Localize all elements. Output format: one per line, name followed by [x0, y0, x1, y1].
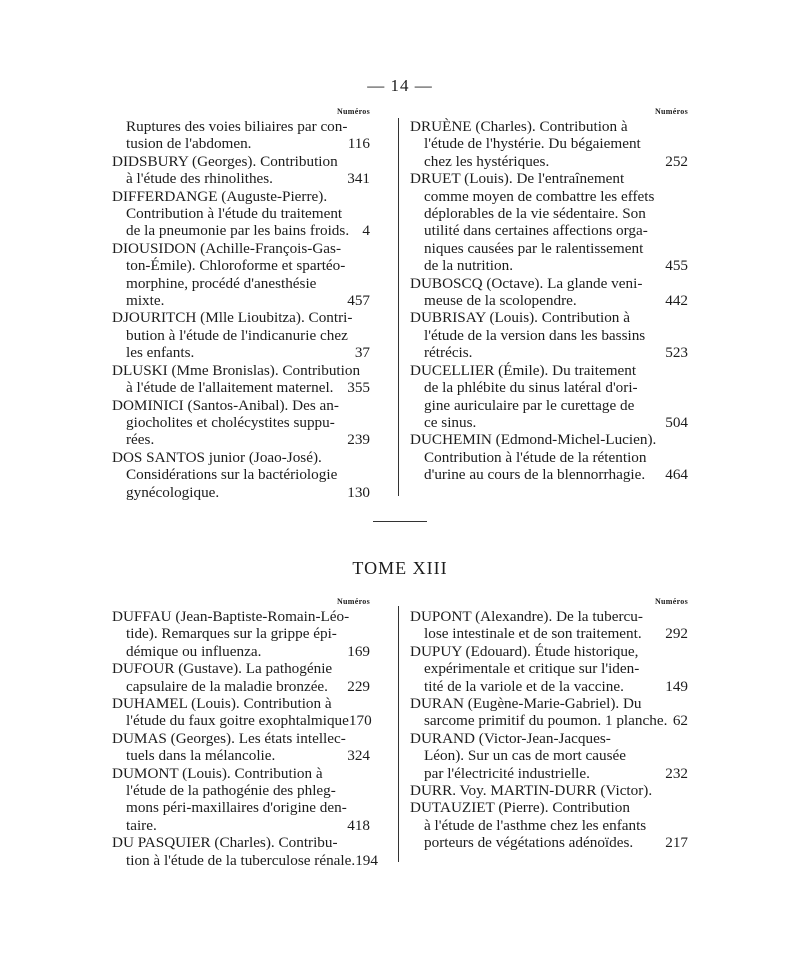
upper-right-column [410, 106, 688, 484]
entry-text: lose intestinale et de son traitement. [424, 625, 642, 643]
entry-line: DURAN (Eugène-Marie-Gabriel). Du [410, 695, 642, 713]
numeros-header: Numéros [654, 107, 688, 116]
entry-line [112, 817, 370, 834]
index-entry [112, 765, 370, 835]
entry-line [410, 782, 688, 799]
entry-line [112, 135, 370, 152]
entry-line [112, 431, 370, 448]
entry-line: DUTAUZIET (Pierre). Contribution [410, 799, 630, 817]
index-entry [112, 309, 370, 361]
entry-number: 239 [347, 431, 370, 449]
entry-line: bution à l'étude de l'indicanurie chez [126, 326, 348, 344]
index-entry [112, 608, 370, 660]
column-divider [398, 118, 399, 496]
entry-line: DJOURITCH (Mlle Lioubitza). Contri- [112, 309, 353, 327]
entry-line: DUFOUR (Gustave). La pathogénie [112, 660, 333, 678]
entry-text: d'urine au cours de la blennorrhagie. [424, 466, 646, 484]
entry-number: 170 [348, 712, 372, 730]
entry-number: 232 [665, 764, 688, 782]
index-entry [410, 695, 688, 730]
entry-line: DUMONT (Louis). Contribution à [112, 764, 323, 782]
index-entry [410, 309, 688, 361]
entry-text: de la nutrition. [424, 257, 513, 275]
entry-text: chez les hystériques. [424, 152, 550, 170]
entry-number: 217 [665, 834, 688, 852]
entry-line: Contribution à l'étude de la rétention [424, 448, 647, 466]
entry-number: 252 [665, 152, 688, 170]
entry-line: DUCELLIER (Émile). Du traitement [410, 361, 637, 379]
entry-line [410, 153, 688, 170]
index-entry [112, 362, 370, 397]
entry-line [112, 292, 370, 309]
entry-text: l'étude du faux goitre exophtalmique [126, 712, 349, 730]
entry-text: gynécologique. [126, 483, 220, 501]
entry-text: à l'étude des rhinolithes. [126, 170, 273, 188]
entry-number: 149 [665, 677, 688, 695]
entry-line: à l'étude de l'asthme chez les enfants [424, 816, 647, 834]
entry-number: 341 [347, 170, 370, 188]
entry-text: tité de la variole et de la vaccine. [424, 677, 624, 695]
entry-number: 457 [347, 292, 370, 310]
numeros-header: Numéros [654, 597, 688, 606]
entry-text: DURR. Voy. MARTIN-DURR (Victor). [410, 782, 653, 800]
index-entry [112, 188, 370, 240]
entry-line [112, 643, 370, 660]
entry-line [410, 257, 688, 274]
entry-line [410, 466, 688, 483]
entry-line: giocholites et cholécystites suppu- [126, 413, 335, 431]
entry-number: 442 [665, 292, 688, 310]
entry-line: l'étude de l'hystérie. Du bégaiement [424, 135, 641, 153]
index-entry [410, 362, 688, 432]
entry-line [112, 344, 370, 361]
entry-number: 37 [354, 344, 370, 362]
entry-number: 418 [347, 816, 370, 834]
entry-line [410, 625, 688, 642]
index-entry [112, 240, 370, 310]
index-entry [112, 730, 370, 765]
entry-line [112, 678, 370, 695]
entry-text: démique ou influenza. [126, 642, 262, 660]
index-entry [112, 449, 370, 501]
index-entry [410, 643, 688, 695]
index-entry [112, 695, 370, 730]
entry-line: gine auriculaire par le curettage de [424, 396, 635, 414]
entry-line: DRUÈNE (Charles). Contribution à [410, 118, 628, 135]
entry-line [410, 712, 688, 729]
entry-line [112, 747, 370, 764]
index-entry [112, 118, 370, 153]
entry-number: 292 [665, 625, 688, 643]
entry-line [410, 292, 688, 309]
entry-line: DRUET (Louis). De l'entraînement [410, 170, 625, 188]
entry-text: mixte. [126, 292, 165, 310]
entry-line: DIFFERDANGE (Auguste-Pierre). [112, 187, 328, 205]
index-entry [410, 730, 688, 782]
entry-text: taire. [126, 816, 157, 834]
index-entry [112, 153, 370, 188]
entry-line [410, 414, 688, 431]
entry-line [112, 712, 370, 729]
entry-line: DUMAS (Georges). Les états intellec- [112, 729, 346, 747]
entry-text: par l'électricité industrielle. [424, 764, 590, 782]
entry-line: de la phlébite du sinus latéral d'ori- [424, 379, 638, 397]
index-entry [112, 660, 370, 695]
page-number: — 14 — [367, 76, 433, 95]
entry-line: Considérations sur la bactériologie [126, 466, 338, 484]
index-entry [410, 170, 688, 274]
index-entry [410, 782, 688, 799]
entries [112, 608, 378, 869]
index-entry [112, 834, 378, 869]
entry-line: DUFFAU (Jean-Baptiste-Romain-Léo- [112, 608, 350, 625]
entry-text: tusion de l'abdomen. [126, 135, 252, 153]
entry-line: tide). Remarques sur la grippe épi- [126, 625, 337, 643]
entry-text: rées. [126, 431, 155, 449]
entry-line: l'étude de la version dans les bassins [424, 326, 646, 344]
entry-number: 169 [347, 642, 370, 660]
entry-line: DIDSBURY (Georges). Contribution [112, 152, 338, 170]
entry-number: 523 [665, 344, 688, 362]
entry-number: 464 [665, 466, 688, 484]
entry-line [112, 379, 370, 396]
entry-line: DUBOSCQ (Octave). La glande veni- [410, 274, 643, 292]
entry-line [112, 484, 370, 501]
entry-line: DLUSKI (Mme Bronislas). Contribution [112, 361, 361, 379]
entry-line [410, 765, 688, 782]
entry-text: meuse de la scolopendre. [424, 292, 577, 310]
entry-line: morphine, procédé d'anesthésie [126, 274, 317, 292]
entry-line [112, 851, 378, 869]
entry-number: 116 [347, 135, 370, 153]
entry-line [410, 834, 688, 851]
column-divider [398, 606, 399, 862]
entry-line: Léon). Sur un cas de mort causée [424, 747, 627, 765]
entry-number: 62 [672, 712, 688, 730]
entry-line: mons péri-maxillaires d'origine den- [126, 799, 347, 817]
entry-line [410, 678, 688, 695]
entry-line: DUBRISAY (Louis). Contribution à [410, 309, 630, 327]
entry-text: tion à l'étude de la tuberculose rénale. [126, 851, 356, 869]
entry-line: DURAND (Victor-Jean-Jacques- [410, 729, 611, 747]
entry-line: DUHAMEL (Louis). Contribution à [112, 695, 332, 713]
entry-number: 455 [665, 257, 688, 275]
entry-text: capsulaire de la maladie bronzée. [126, 677, 328, 695]
entry-line: l'étude de la pathogénie des phleg- [126, 782, 336, 800]
entry-number: 355 [347, 379, 370, 397]
entry-line: expérimentale et critique sur l'iden- [424, 660, 640, 678]
entry-number: 229 [347, 677, 370, 695]
entry-text: sarcome primitif du poumon. 1 planche. [424, 712, 668, 730]
entry-text: ce sinus. [424, 413, 477, 431]
entry-line: DUCHEMIN (Edmond-Michel-Lucien). [410, 431, 657, 449]
entry-line: DOS SANTOS junior (Joao-José). [112, 448, 322, 466]
lower-right-column [410, 596, 688, 852]
entry-line: DUPONT (Alexandre). De la tubercu- [410, 608, 643, 625]
index-entry [410, 431, 688, 483]
entry-number: 130 [347, 483, 370, 501]
entry-line: Ruptures des voies biliaires par con- [126, 118, 348, 135]
entry-line [112, 170, 370, 187]
numeros-header: Numéros [336, 107, 370, 116]
entry-text: de la pneumonie par les bains froids. [126, 222, 350, 240]
entry-line: DUPUY (Edouard). Étude historique, [410, 642, 639, 660]
entry-line: DIOUSIDON (Achille-François-Gas- [112, 239, 342, 257]
entries [112, 118, 370, 501]
entry-line: utilité dans certaines affections orga- [424, 222, 648, 240]
entry-number: 4 [362, 222, 370, 240]
entry-line: déplorables de la vie sédentaire. Son [424, 205, 646, 223]
section-divider [373, 521, 427, 522]
numeros-header: Numéros [336, 597, 370, 606]
entry-line: ton-Émile). Chloroforme et spartéo- [126, 257, 346, 275]
upper-left-column [112, 106, 370, 501]
entry-number: 324 [347, 747, 370, 765]
index-entry [410, 118, 688, 170]
entry-line [112, 222, 370, 239]
entry-line: comme moyen de combattre les effets [424, 187, 655, 205]
entry-line: DOMINICI (Santos-Anibal). Des an- [112, 396, 339, 414]
index-entry [112, 397, 370, 449]
tome-title: TOME XIII [352, 558, 448, 578]
index-entry [410, 275, 688, 310]
index-entry [410, 799, 688, 851]
entry-line: niques causées par le ralentissement [424, 239, 644, 257]
entry-number: 504 [665, 413, 688, 431]
entry-number: 194 [355, 851, 378, 869]
entries [410, 118, 688, 484]
entry-text: rétrécis. [424, 344, 473, 362]
lower-left-column [112, 596, 378, 869]
entry-line: DU PASQUIER (Charles). Contribu- [112, 834, 338, 852]
entry-text: les enfants. [126, 344, 195, 362]
entry-text: porteurs de végétations adénoïdes. [424, 834, 634, 852]
entry-text: à l'étude de l'allaitement maternel. [126, 379, 334, 397]
entries [410, 608, 688, 852]
index-entry [410, 608, 688, 643]
entry-line [410, 344, 688, 361]
entry-text: tuels dans la mélancolie. [126, 747, 276, 765]
entry-line: Contribution à l'étude du traitement [126, 205, 343, 223]
